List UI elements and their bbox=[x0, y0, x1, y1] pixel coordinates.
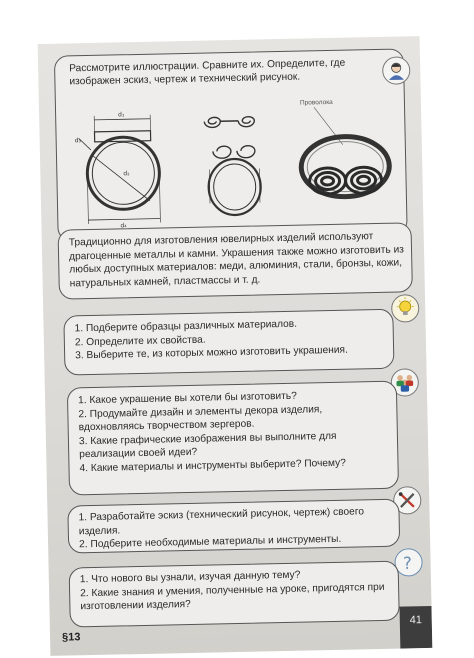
task-intro-text: Рассмотрите иллюстрации. Сравните их. Определите, где изображен эскиз, чертеж и технический рисунок. bbox=[69, 57, 346, 88]
materials-task-item-2: 2. Определите их свойства. bbox=[74, 334, 206, 348]
ring-sketch-illustration bbox=[188, 98, 281, 230]
design-task-item-4: 4. Какие материалы и инструменты выберите? Почему? bbox=[79, 457, 346, 474]
materials-task-item-3: 3. Выберите те, из которых можно изготовить украшения. bbox=[75, 344, 348, 362]
design-task-item-1: 1. Какое украшение вы хотели бы изготовить? bbox=[77, 390, 297, 407]
sketch-task-item-2: 2. Подберите необходимые материалы и инструменты. bbox=[79, 533, 342, 551]
sketch-task-box bbox=[67, 499, 400, 554]
dim-label-d2: d₂ bbox=[123, 170, 130, 178]
info-text-box bbox=[58, 222, 413, 299]
student-avatar-icon bbox=[382, 56, 411, 85]
reflection-task-item-1: 1. Что нового вы узнали, изучая данную тему? bbox=[79, 569, 301, 586]
reflection-task-box bbox=[69, 561, 400, 628]
section-number: §13 bbox=[61, 631, 81, 644]
design-task-box bbox=[67, 381, 399, 496]
info-text: Традиционно для изготовления ювелирных изделий используют драгоценные металлы и камни. Украшения также можно изготовить из любых доступных материалов: меди, алюминия, стали, бронзы, кожи, натуральных камней, пластмассы и т. д. bbox=[68, 231, 405, 289]
materials-task-box bbox=[63, 309, 394, 376]
materials-task-item-1: 1. Подберите образцы различных материалов. bbox=[74, 318, 298, 335]
design-task-item-3: 3. Какие графические изображения вы выполните для реализации своей идеи? bbox=[78, 430, 337, 461]
dim-label-d4: d₄ bbox=[120, 222, 127, 230]
wire-label: Проволока bbox=[299, 98, 333, 107]
dim-label-d1: d₁ bbox=[118, 111, 125, 119]
ring-drawing-illustration bbox=[72, 100, 177, 232]
textbook-page bbox=[38, 36, 433, 656]
ring-technical-picture-illustration bbox=[284, 96, 399, 228]
illustrations-task-box bbox=[54, 48, 408, 241]
svg-text:?: ? bbox=[402, 552, 413, 574]
lightbulb-icon bbox=[391, 294, 420, 323]
reflection-task-item-2: 2. Какие знания и умения, полученные на уроке, пригодятся при изготовлении изделия? bbox=[80, 581, 385, 613]
sketch-task-item-1: 1. Разработайте эскиз (технический рисунок, чертеж) своего изделия. bbox=[78, 506, 365, 537]
design-task-item-2: 2. Продумайте дизайн и элементы декора изделия, вдохновляясь творчеством зергеров. bbox=[78, 403, 323, 434]
dim-label-d3: d₃ bbox=[74, 137, 81, 145]
page-number: 41 bbox=[399, 606, 432, 649]
